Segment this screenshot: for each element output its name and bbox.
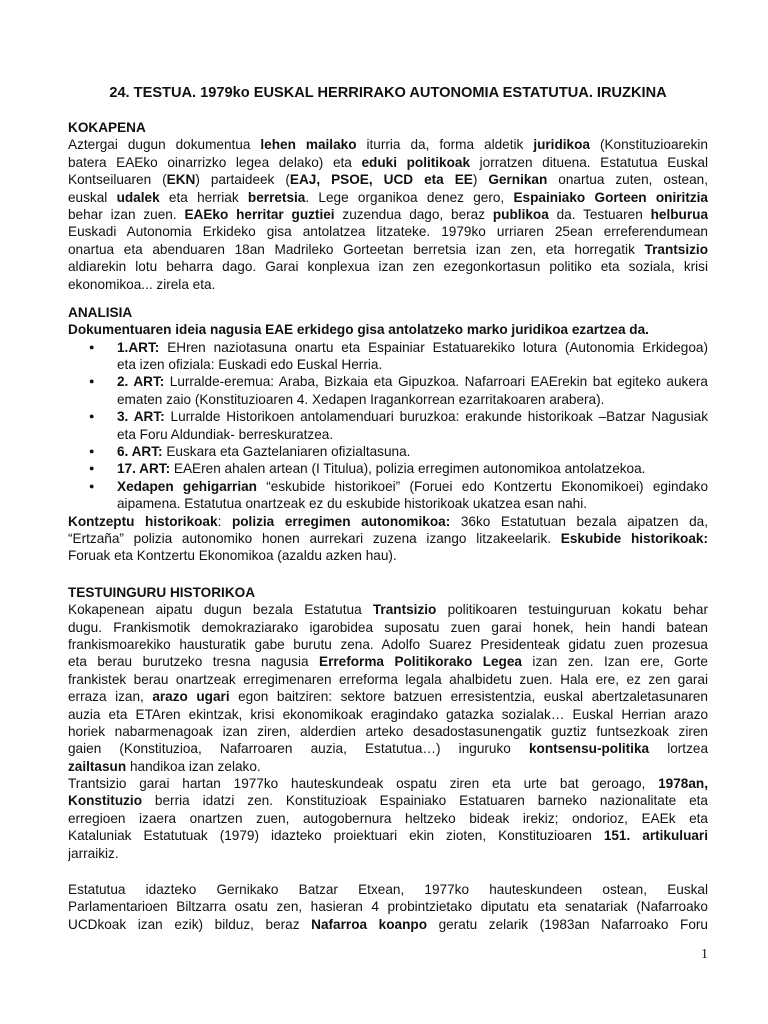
paragraph — [68, 513, 708, 565]
bullet-item — [68, 339, 708, 374]
text: aipamena. Estatutua onartzeak ez du eskubide historikoak ukatzea esan nahi. — [117, 496, 588, 512]
bold-text: lehen mailako — [260, 137, 357, 153]
text-line — [68, 206, 708, 223]
bullet-item — [68, 443, 708, 460]
bullet-item — [68, 408, 708, 443]
text-line — [68, 601, 708, 618]
text: lortzea — [649, 741, 708, 757]
text-line — [68, 241, 708, 258]
text: horiek nabarmenagoak izan ziren, alderdien arteko desadostasunengatik guztiz funtsezkoak ziren — [68, 723, 708, 739]
bold-text: 17. ART: — [117, 461, 171, 477]
text-line — [68, 740, 708, 757]
text-line — [68, 171, 708, 188]
text: erraza izan, — [68, 689, 153, 705]
document-title: 24. TESTUA. 1979ko EUSKAL HERRIRAKO AUTONOMIA ESTATUTUA. IRUZKINA — [109, 85, 667, 101]
text: gaien (Konstituzioa, Nafarroaren auzia, Estatutua…) inguruko — [68, 741, 529, 757]
paragraph — [68, 136, 708, 293]
text: ekonomikoa... zirela eta. — [68, 276, 216, 292]
text-line — [117, 460, 708, 477]
text: izan zen. Izan ere, Gorte — [521, 654, 708, 670]
text: iturria da, forma aldetik — [356, 137, 534, 153]
text: UCDkoak izan ezik) bilduz, beraz — [68, 916, 312, 932]
bold-text: 151. artikuluari — [603, 828, 708, 844]
text: . Lege organikoa denez gero, — [305, 189, 514, 205]
text: da. Testuaren — [548, 206, 651, 222]
text-line — [68, 792, 708, 809]
text: eta Foru Aldundiak- berreskuratzea. — [117, 426, 334, 442]
text: ematen zaio (Konstituzioaren 4. Xedapen Iragankorrean ezarritakoaren arabera). — [117, 391, 605, 407]
text: : — [217, 513, 232, 529]
text: Kontseiluaren ( — [68, 172, 167, 188]
text: jorratzen dituena. Estatutua Euskal — [470, 154, 708, 170]
text: “Ertzaña” polizia autonomiko honen aurrekari zuzena izango litzakeelarik. — [68, 530, 561, 546]
bold-text: EKN — [166, 172, 196, 188]
bold-text: Trantsizio — [372, 602, 437, 618]
bullet-item — [68, 373, 708, 408]
bold-text: kontsensu-politika — [528, 741, 650, 757]
bold-text: 6. ART: — [117, 444, 163, 460]
bold-text: berretsia — [247, 189, 306, 205]
text: Euskara eta Gaztelaniaren ofizialtasuna. — [162, 444, 411, 460]
text: dugu. Frankismotik demokraziarako igarobidea suposatu zuen garai honek, hein handi batean — [68, 619, 708, 635]
bold-text: udalek — [116, 189, 160, 205]
text-line — [68, 758, 708, 775]
bold-text: Gernikan — [488, 172, 548, 188]
text-line — [68, 671, 708, 688]
text: onartua eta abenduaren 18an Madrileko Gorteetan berretsia izan zen, eta horregatik — [68, 241, 645, 257]
text-line — [117, 443, 708, 460]
text: Kataluniak Estatutuak (1979) idazteko proiektuari ekin zioten, Konstituzioaren — [68, 828, 604, 844]
text: 36ko Estatutuan bezala aipatzen da, — [450, 513, 708, 529]
bold-text: Kontzeptu historikoak — [68, 513, 218, 529]
bold-text: 1978an, — [658, 776, 708, 792]
spacer — [68, 293, 708, 304]
text-line — [68, 723, 708, 740]
bold-text: 2. ART: — [117, 374, 165, 390]
text-line — [68, 189, 708, 206]
text: eta berau burutzeko tresna nagusia — [68, 654, 320, 670]
bold-text: EAJ, PSOE, UCD eta EE — [289, 172, 473, 188]
text: erregioen izaera onartzen zuen, autogobernura heltzeko bideak irekiz; ondorioz, EAEk eta — [68, 810, 708, 826]
bold-text: eduki politikoak — [361, 154, 471, 170]
text: behar izan zuen. — [68, 206, 185, 222]
text-line — [68, 136, 708, 153]
text: Estatutua idazteko Gernikako Batzar Etxean, 1977ko hauteskundeen ostean, Euskal — [68, 882, 708, 898]
text: onartua zuten, ostean, — [547, 172, 708, 188]
text: ) partaideek ( — [195, 172, 290, 188]
bold-text: Xedapen gehigarrian — [117, 478, 257, 494]
text-line — [68, 881, 708, 898]
text-line — [68, 276, 708, 293]
text: zuzendua dago, beraz — [334, 206, 493, 222]
text: aldiarekin lotu beharra dago. Garai konplexua izan zen ezegonkortasun politiko eta soziala, krisi — [68, 259, 708, 275]
text-line — [68, 845, 708, 862]
text-line — [117, 391, 708, 408]
bullet-item — [68, 478, 708, 513]
text-line — [117, 339, 708, 356]
text-line — [68, 898, 708, 915]
text: Aztergai dugun dokumentua — [68, 137, 261, 153]
section-heading: TESTUINGURU HISTORIKOA — [68, 584, 256, 600]
text-line — [68, 547, 708, 564]
bold-text: Trantsizio — [644, 241, 708, 257]
text: batera EAEko oinarrizko legea delako) eta — [68, 154, 362, 170]
paragraph — [68, 321, 708, 338]
bold-text: helburua — [650, 206, 708, 222]
text: frankismoarekiko hausturatik gabe burutu zena. Adolfo Suarez Presidenteak gidatu zuen prozesua — [68, 636, 708, 652]
text-line — [68, 775, 708, 792]
paragraph — [68, 601, 708, 775]
text-line — [68, 530, 708, 547]
text: EHren naziotasuna onartu eta Espainiar Estatuarekiko lotura (Autonomia Erkidegoa) — [159, 339, 708, 355]
bullet-item — [68, 460, 708, 477]
section-heading: ANALISIA — [68, 304, 133, 320]
text-line — [68, 688, 708, 705]
bold-text: juridikoa — [533, 137, 590, 153]
text: auzia eta ETAren ekintzak, krisi ekonomikoak eragindako gatazka sozialak… Euskal Herrian arazo — [68, 706, 708, 722]
text-line — [117, 408, 708, 425]
text-line — [68, 636, 708, 653]
text: Kokapenean aipatu dugun bezala Estatutua — [68, 602, 373, 618]
text: ) — [472, 172, 489, 188]
text-line — [68, 827, 708, 844]
text: politikoaren testuinguruan kokatu behar — [436, 602, 708, 618]
text-line — [68, 513, 708, 530]
document-body — [68, 119, 708, 933]
text: Euskadi Autonomia Erkideko gisa antolatzea litzateke. 1979ko urriaren 25ean erreferendumean — [68, 224, 708, 240]
bold-text: Konstituzio — [68, 793, 142, 809]
text-line — [68, 706, 708, 723]
text: eta izen ofiziala: Euskadi edo Euskal Herria. — [117, 357, 383, 373]
bold-text: 1.ART: — [117, 339, 160, 355]
text: “eskubide historikoei” (Foruei edo Kontzertu Ekonomikoei) egindako — [256, 478, 708, 494]
text-line — [117, 426, 708, 443]
text: euskal — [68, 189, 117, 205]
bold-text: zailtasun — [68, 758, 127, 774]
text: jarraikiz. — [68, 845, 119, 861]
bold-text: arazo ugari — [152, 689, 230, 705]
bold-text: publikoa — [492, 206, 549, 222]
text-line — [68, 321, 708, 338]
bold-text: EAEko herritar guztiei — [184, 206, 335, 222]
bold-text: polizia erregimen autonomikoa: — [231, 513, 451, 529]
paragraph — [68, 881, 708, 933]
text-line — [68, 258, 708, 275]
text-line — [117, 356, 708, 373]
text-line — [117, 478, 708, 495]
bold-text: Eskubide historikoak: — [560, 530, 708, 546]
spacer — [68, 565, 708, 584]
text: geratu zelarik (1983an Nafarroako Foru — [427, 916, 708, 932]
text-line — [68, 619, 708, 636]
bold-text: Erreforma Politikorako Legea — [319, 654, 522, 670]
page-number: 1 — [701, 947, 708, 962]
text: Lurralde-eremua: Araba, Bizkaia eta Gipuzkoa. Nafarroari EAErekin bat egiteko aukera — [164, 374, 708, 390]
text-line — [117, 373, 708, 390]
bold-text: Espainiako Gorteen oniritzia — [513, 189, 708, 205]
text: egon baitziren: sektore batzuen erresistentzia, euskal abertzaletasunaren — [229, 689, 708, 705]
bold-text: 3. ART: — [117, 409, 165, 425]
text: Lurralde Historikoen antolamenduari buruzkoa: erakunde historikoak –Batzar Nagusiak — [164, 409, 708, 425]
text: EAEren ahalen artean (I Titulua), polizia erregimen autonomikoa antolatzekoa. — [170, 461, 646, 477]
text-line — [68, 154, 708, 171]
text: Parlamentarioen Biltzarra osatu zen, hasieran 4 probintzietako diputatu eta senatariak (Nafarroako — [68, 899, 708, 915]
text: eta herriak — [159, 189, 248, 205]
text-line — [68, 810, 708, 827]
text: frankistek berau onartzeak erregimenaren erreforma legala ahalbidetu zuen. Hala ere, ez zen garai — [68, 671, 708, 687]
text-line — [68, 916, 708, 933]
text-line — [68, 653, 708, 670]
text: berria idatzi zen. Konstituzioak Espainiako Estatuaren barneko nazionalitate eta — [142, 793, 708, 809]
text: Trantsizio garai hartan 1977ko hauteskundeak ospatu ziren eta urte bat geroago, — [68, 776, 659, 792]
paragraph — [68, 775, 708, 862]
text-line — [117, 495, 708, 512]
text-line — [68, 223, 708, 240]
text: Foruak eta Kontzertu Ekonomikoa (azaldu azken hau). — [68, 548, 397, 564]
bold-text: Dokumentuaren ideia nagusia EAE erkidego gisa antolatzeko marko juridikoa ezartzea da. — [68, 322, 649, 338]
bold-text: Nafarroa koanpo — [311, 916, 428, 932]
text: handikoa izan zelako. — [126, 758, 261, 774]
section-heading: KOKAPENA — [68, 120, 146, 135]
text: (Konstituzioarekin — [589, 137, 708, 153]
spacer — [68, 862, 708, 881]
